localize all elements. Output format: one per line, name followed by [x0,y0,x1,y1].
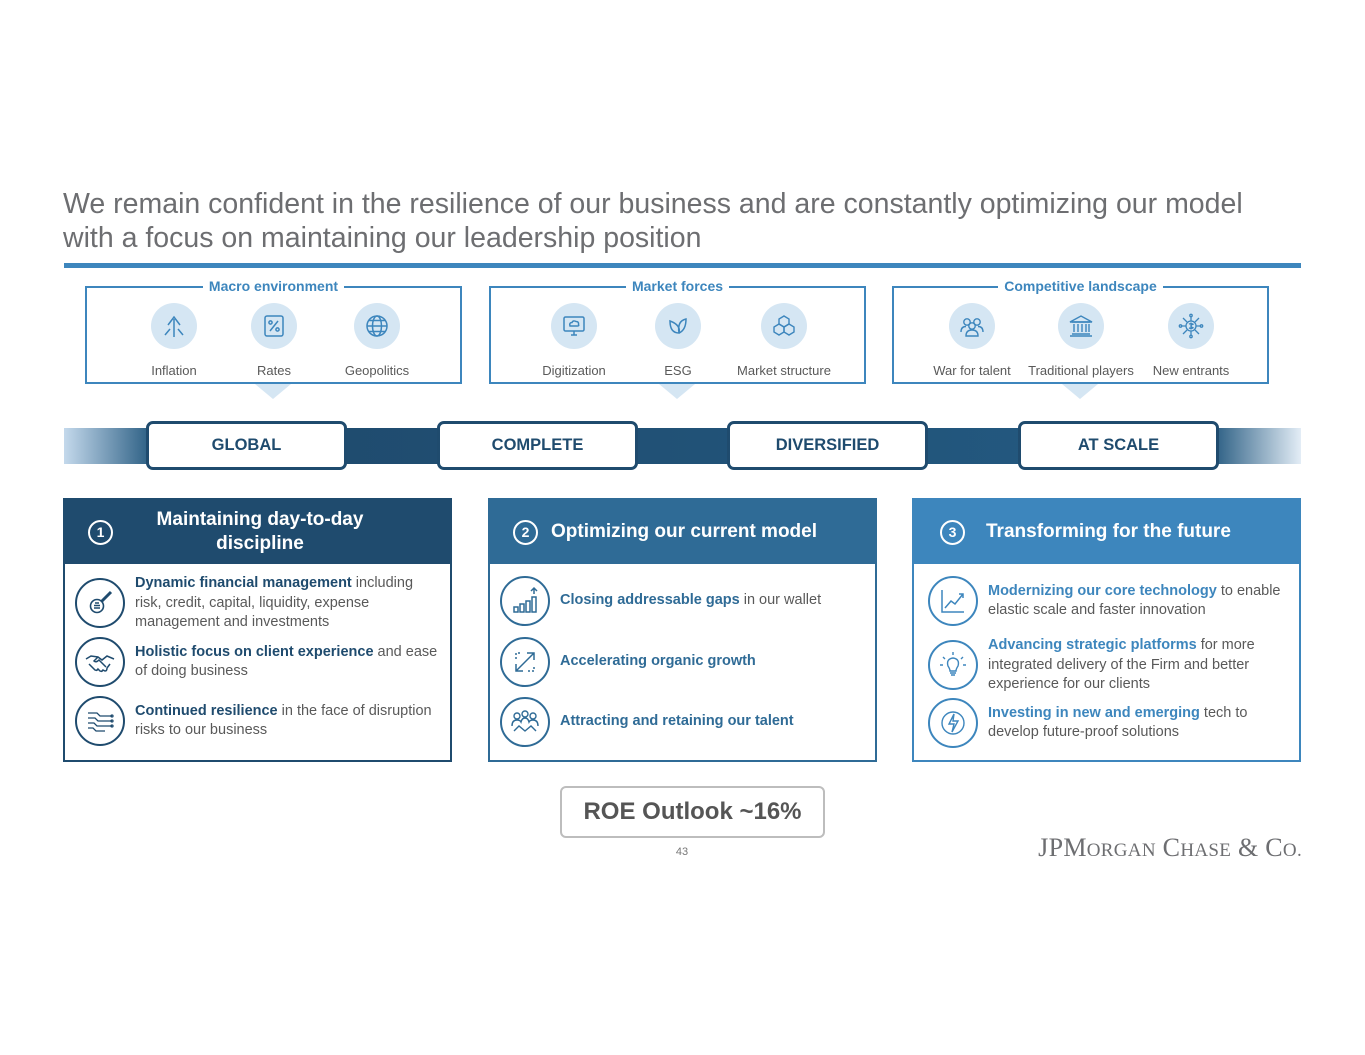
network-dollar-icon [1168,303,1214,349]
circuit-icon [75,696,125,746]
item-text: Accelerating organic growth [560,653,756,670]
factor-rates: Rates [214,303,334,378]
title-rule [64,263,1301,268]
globe-icon [354,303,400,349]
group-label: Market forces [626,278,729,294]
panel-header [490,500,875,564]
pillar-complete: COMPLETE [437,421,638,470]
panel-optimizing-current-model [488,498,877,762]
company-logo: JPMORGAN CHASE & CO. [1038,833,1302,862]
item-text: Attracting and retaining our talent [560,713,794,730]
pillar-at-scale: AT SCALE [1018,421,1219,470]
title-line-2: with a focus on maintaining our leadership position [63,222,702,254]
pointer-arrow [255,384,291,399]
lightbulb-icon [928,640,978,690]
leaf-icon [655,303,701,349]
step-number: 2 [513,520,538,545]
list-item [65,574,450,633]
step-number: 1 [88,520,113,545]
factor-traditional-players: Traditional players [1021,303,1141,378]
page-title [63,187,1303,255]
arrow-up-icon [151,303,197,349]
panel-header [914,500,1299,564]
item-text: Advancing strategic platforms for more integrated delivery of the Firm and better experience for our clients [988,637,1255,692]
pillar-global: GLOBAL [146,421,347,470]
item-text: Investing in new and emerging tech to develop future-proof solutions [988,704,1248,740]
percent-icon [251,303,297,349]
cloud-monitor-icon [551,303,597,349]
factor-esg: ESG [618,303,738,378]
item-text: Holistic focus on client experience and ease of doing business [135,643,438,679]
panel-title-line-2: discipline [216,533,304,554]
item-text: Continued resilience in the face of disruption risks to our business [135,702,432,738]
people-icon [949,303,995,349]
step-number: 3 [940,520,965,545]
factor-digitization: Digitization [514,303,634,378]
pillar-diversified: DIVERSIFIED [727,421,928,470]
page-number: 43 [675,846,689,858]
macro-environment-box [85,278,462,384]
market-forces-box [489,278,866,384]
list-item [65,637,450,687]
bar-growth-icon [500,576,550,626]
list-item [65,696,450,746]
pointer-arrow [659,384,695,399]
expand-arrows-icon [500,637,550,687]
list-item [490,637,875,687]
item-text: Closing addressable gaps in our wallet [560,592,822,609]
list-item [490,576,875,626]
list-item [914,698,1299,748]
factor-war-for-talent: War for talent [912,303,1032,378]
group-label: Macro environment [203,278,344,294]
panel-title: Transforming for the future [986,521,1231,542]
list-item [490,697,875,747]
panel-day-to-day-discipline [63,498,452,762]
bank-icon [1058,303,1104,349]
panel-transforming-future [912,498,1301,762]
factor-geopolitics: Geopolitics [317,303,437,378]
pointer-arrow [1062,384,1098,399]
handshake-icon [75,637,125,687]
panel-header [65,500,450,564]
title-line-1: We remain confident in the resilience of our business and are constantly optimizing our model [63,188,1243,220]
factor-inflation: Inflation [114,303,234,378]
item-text: Modernizing our core technology to enable elastic scale and faster innovation [988,582,1281,618]
competitive-landscape-box [892,278,1269,384]
item-text: Dynamic financial management including risk, credit, capital, liquidity, expense management and investments [135,575,414,630]
list-item [914,576,1299,626]
group-label: Competitive landscape [998,278,1163,294]
cubes-icon [761,303,807,349]
factor-new-entrants: New entrants [1131,303,1251,378]
lightning-icon [928,698,978,748]
roe-outlook-box: ROE Outlook ~16% [560,786,825,838]
panel-title-line-1: Maintaining day-to-day [156,509,364,530]
list-item [914,636,1299,695]
team-icon [500,697,550,747]
factor-market-structure: Market structure [724,303,844,378]
trend-chart-icon [928,576,978,626]
panel-title: Optimizing our current model [551,521,818,542]
magnifier-icon [75,578,125,628]
